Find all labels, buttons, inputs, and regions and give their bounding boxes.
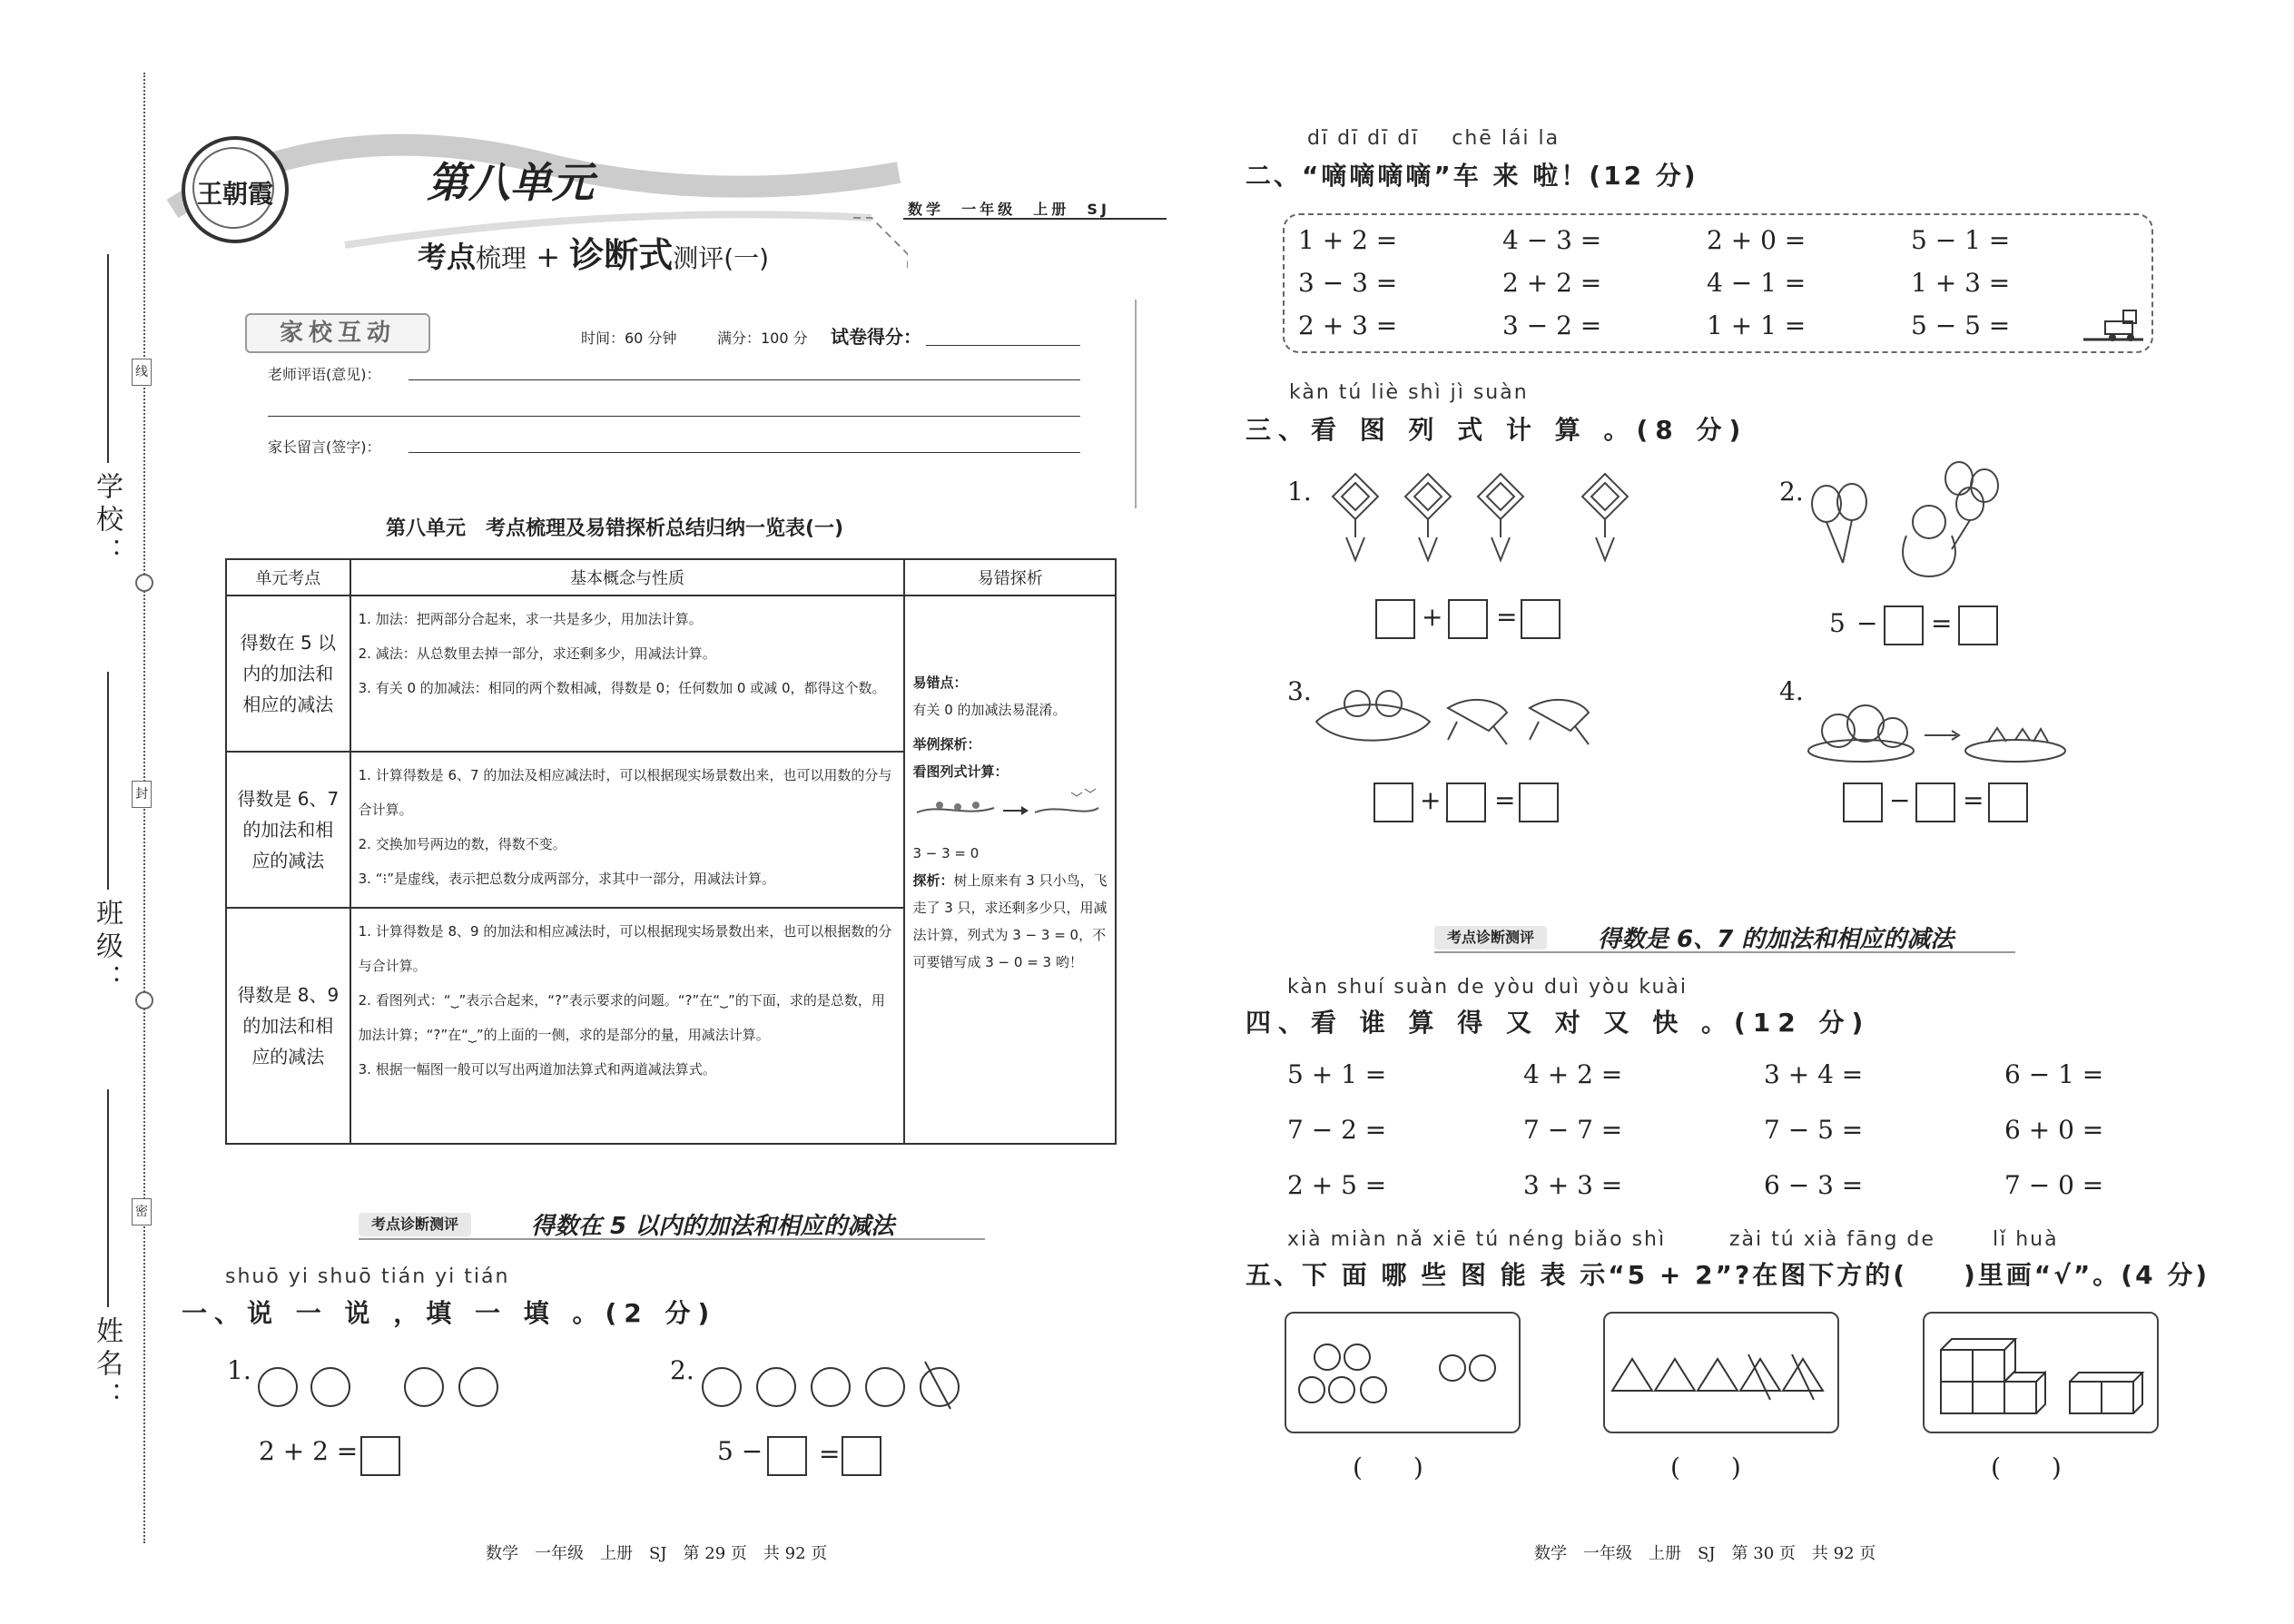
q4-title: 四、看 谁 算 得 又 对 又 快 。(12 分) xyxy=(1245,1008,1871,1038)
header-meta-line xyxy=(903,218,1167,220)
plus-sign: + xyxy=(1422,602,1443,632)
school-label: 学校： xyxy=(91,472,123,570)
q4-equation: 4 + 2 = xyxy=(1523,1059,1623,1089)
counting-circle xyxy=(756,1367,796,1407)
answer-box[interactable] xyxy=(1519,782,1559,822)
counting-circle xyxy=(865,1367,905,1407)
summary-title: 第八单元 考点梳理及易错探析总结归纳一览表(一) xyxy=(386,517,844,540)
q1-pinyin: shuō yi shuō xyxy=(225,1265,373,1288)
binding-dotted-line xyxy=(143,73,145,1543)
parent-comment-label: 家长留言(签字)： xyxy=(268,438,381,456)
q5-picture-triangles xyxy=(1603,1312,1839,1433)
answer-box[interactable] xyxy=(842,1436,881,1476)
banner-title: 得数是 6、7 的加法和相应的减法 xyxy=(1598,926,1954,953)
q2-equation: 2 + 2 = xyxy=(1502,268,1602,298)
banner-tag: 考点诊断测评 xyxy=(359,1213,471,1236)
q3-five: 5 xyxy=(1829,608,1846,638)
q5-picture-cubes xyxy=(1923,1312,2159,1433)
q4-equation: 7 − 2 = xyxy=(1287,1115,1387,1145)
counting-circle xyxy=(811,1367,851,1407)
answer-box[interactable] xyxy=(767,1436,807,1476)
concept-cell: 1. 计算得数是 6、7 的加法及相应减法时，可以根据现实场景数出来，也可以用数的分与合计算。 2. 交换加号两边的数，得数不变。 3. “⁝”是虚线，表示把总数分成两部分，求其中一部分，用减法计算。 xyxy=(350,752,905,908)
q4-equation: 7 − 5 = xyxy=(1764,1115,1864,1145)
plus-sign: + xyxy=(1420,785,1442,815)
page-subtitle: 考点梳理 + 诊断式测评(一) xyxy=(418,235,770,275)
q4-equation: 3 + 4 = xyxy=(1764,1059,1864,1089)
minus-sign: − xyxy=(1856,608,1878,638)
minus-sign: − xyxy=(1889,785,1911,815)
banner-tag: 考点诊断测评 xyxy=(1434,926,1547,950)
q5-pinyin: zài tú xià fāng de xyxy=(1729,1228,1935,1251)
header-meta: 数学 一年级 上册 SJ xyxy=(908,201,1110,218)
bird-branch-diagram xyxy=(912,785,1103,831)
teacher-comment-label: 老师评语(意见)： xyxy=(268,366,381,383)
q2-equation: 1 + 2 = xyxy=(1298,225,1398,255)
binding-hole-icon xyxy=(135,991,153,1009)
q3-pinyin: kàn tú liè shì jì suàn xyxy=(1289,381,1529,404)
counting-circle xyxy=(404,1367,444,1407)
circles-figure xyxy=(1286,1314,1519,1432)
teacher-comment-line[interactable] xyxy=(268,416,1080,417)
summary-table xyxy=(225,558,1117,1145)
q1-item1-number: 1. xyxy=(227,1355,251,1385)
error-analysis-cell: 易错点： 有关 0 的加减法易混淆。 举例探析： 看图列式计算： 3 − 3 = 0 探析：树上原来有 3 只小鸟，飞走了 3 只，求还剩多少只，用减法计算，列式为 3 − 3 = 0，不可要错写成 3 − 0 = 3 哟！ xyxy=(904,595,1116,1144)
name-label: 姓名： xyxy=(91,1316,123,1414)
answer-box[interactable] xyxy=(1521,599,1561,639)
chinese-knot-icons xyxy=(1314,465,1641,574)
q5-pinyin: xià miàn nǎ xiē tú néng biǎo shì xyxy=(1287,1228,1667,1251)
teacher-comment-line[interactable] xyxy=(409,379,1080,380)
topic-cell: 得数是 6、7 的加法和相应的减法 xyxy=(226,752,350,908)
q3-item-number: 3. xyxy=(1287,676,1312,706)
cubes-figure xyxy=(1925,1314,2157,1432)
fruit-plates-icon xyxy=(1807,685,2070,767)
q4-equation: 6 − 1 = xyxy=(2004,1059,2104,1089)
equals-sign: = xyxy=(1963,785,1984,815)
q5-answer-slot[interactable]: ( ) xyxy=(1670,1452,1741,1482)
home-school-badge: 家校互动 xyxy=(245,313,430,353)
q2-title: 二、“嘀嘀嘀嘀”车 来 啦！(12 分) xyxy=(1245,161,1698,191)
counting-circle xyxy=(702,1367,742,1407)
q4-equation: 7 − 7 = xyxy=(1523,1115,1623,1145)
class-underline xyxy=(107,672,109,890)
name-underline xyxy=(107,1089,109,1307)
answer-box[interactable] xyxy=(360,1436,400,1476)
q2-equation: 5 − 1 = xyxy=(1911,225,2011,255)
banner-title: 得数在 5 以内的加法和相应的减法 xyxy=(531,1213,895,1240)
q2-equation: 4 − 1 = xyxy=(1707,268,1807,298)
q2-equation: 4 − 3 = xyxy=(1502,225,1602,255)
q5-title: 五、下 面 哪 些 图 能 表 示“5 + 2”?在图下方的( )里画“√”。(4 分) xyxy=(1245,1260,2210,1290)
equals-sign: = xyxy=(819,1439,841,1469)
equals-sign: = xyxy=(1931,608,1953,638)
answer-box[interactable] xyxy=(1958,605,1998,645)
q1-pinyin: tián yi tián xyxy=(381,1265,510,1288)
decor-vertical-line xyxy=(1135,300,1137,508)
q2-equation: 5 − 5 = xyxy=(1911,310,2011,340)
q2-equation: 3 − 3 = xyxy=(1298,268,1398,298)
q4-equation: 7 − 0 = xyxy=(2004,1170,2104,1200)
q2-equation: 2 + 3 = xyxy=(1298,310,1398,340)
answer-box[interactable] xyxy=(1375,599,1415,639)
answer-box[interactable] xyxy=(1884,605,1924,645)
answer-box[interactable] xyxy=(1446,782,1486,822)
concept-cell: 1. 计算得数是 8、9 的加法和相应减法时，可以根据现实场景数出来，也可以根据数的分与合计算。 2. 看图列式：“⏟”表示合起来，“?”表示要求的问题。“?”在“⏟”的下面，求的是总数，用加法计算；“?”在“⏟”的上面的一侧，求的是部分的量，用减法计算。 3. 根据一幅图一般可以写出两道加法算式和两道减法算式。 xyxy=(350,908,905,1144)
logo-text: 王朝霞 xyxy=(196,179,273,209)
triangles-figure xyxy=(1605,1314,1837,1432)
counting-circle xyxy=(310,1367,350,1407)
counting-circle xyxy=(458,1367,498,1407)
page-footer-right: 数学 一年级 上册 SJ 第 30 页 共 92 页 xyxy=(1534,1544,1876,1563)
topic-cell: 得数在 5 以内的加法和相应的减法 xyxy=(226,595,350,752)
answer-box[interactable] xyxy=(1915,782,1955,822)
seal-tag-secret: 密 xyxy=(132,1198,152,1225)
topic-cell: 得数是 8、9 的加法和相应的减法 xyxy=(226,908,350,1144)
section-banner-2 xyxy=(1434,926,2015,953)
answer-box[interactable] xyxy=(1988,782,2028,822)
unit-title: 第八单元 xyxy=(427,158,594,207)
col-header-topic: 单元考点 xyxy=(226,559,350,595)
q2-pinyin: dī dī dī dī chē lái la xyxy=(1307,127,1561,150)
col-header-concept: 基本概念与性质 xyxy=(350,559,905,595)
car-icon xyxy=(2083,309,2147,354)
q3-title: 三、看 图 列 式 计 算 。(8 分) xyxy=(1245,415,1748,445)
q5-answer-slot[interactable]: ( ) xyxy=(1991,1452,2062,1482)
q4-equation: 5 + 1 = xyxy=(1287,1059,1387,1089)
answer-box[interactable] xyxy=(1448,599,1488,639)
parent-comment-line[interactable] xyxy=(409,452,1080,453)
exam-full-score: 满分：100 分 xyxy=(717,330,808,347)
q1-item1-equation: 2 + 2 = xyxy=(259,1436,359,1466)
seal-tag-seal: 封 xyxy=(132,781,152,808)
frogs-on-leaf-icon xyxy=(1312,672,1602,763)
q5-pinyin: lǐ huà xyxy=(1993,1228,2059,1251)
concept-cell: 1. 加法：把两部分合起来，求一共是多少，用加法计算。 2. 减法：从总数里去掉一部分，求还剩多少，用减法计算。 3. 有关 0 的加减法：相同的两个数相减，得数是 0；任何数加 0 或减 0，都得这个数。 xyxy=(350,595,905,752)
section-banner-1 xyxy=(359,1213,985,1240)
equals-sign: = xyxy=(1494,785,1516,815)
answer-box[interactable] xyxy=(1373,782,1413,822)
q1-item2-start: 5 − xyxy=(717,1436,763,1466)
crossed-circle xyxy=(920,1367,960,1407)
equals-sign: = xyxy=(1496,602,1518,632)
publisher-logo xyxy=(182,136,289,243)
q2-equation: 3 − 2 = xyxy=(1502,310,1602,340)
school-underline xyxy=(107,254,109,463)
balloon-girl-icon xyxy=(1807,458,2015,581)
exam-score-field[interactable] xyxy=(926,345,1080,346)
exam-score-label: 试卷得分： xyxy=(831,326,921,348)
q2-equation: 1 + 3 = xyxy=(1911,268,2011,298)
q4-pinyin: kàn shuí suàn de yòu duì yòu kuài xyxy=(1287,976,1688,999)
q1-item2-number: 2. xyxy=(670,1355,694,1385)
seal-tag-line: 线 xyxy=(132,359,152,386)
exam-time: 时间：60 分钟 xyxy=(581,330,677,347)
page-footer-left: 数学 一年级 上册 SJ 第 29 页 共 92 页 xyxy=(486,1544,828,1563)
counting-circle xyxy=(258,1367,298,1407)
q1-title: 一、说 一 说 ，填 一 填 。(2 分) xyxy=(182,1298,717,1328)
q4-equation: 6 + 0 = xyxy=(2004,1115,2104,1145)
q5-picture-circles xyxy=(1285,1312,1521,1433)
binding-hole-icon xyxy=(135,574,153,592)
q4-equation: 6 − 3 = xyxy=(1764,1170,1864,1200)
q4-equation: 3 + 3 = xyxy=(1523,1170,1623,1200)
q3-item-number: 2. xyxy=(1779,477,1804,507)
q3-item-number: 1. xyxy=(1287,477,1312,507)
q2-equation: 1 + 1 = xyxy=(1707,310,1807,340)
answer-box[interactable] xyxy=(1843,782,1883,822)
q2-equation: 2 + 0 = xyxy=(1707,225,1807,255)
col-header-error: 易错探析 xyxy=(904,559,1116,595)
q4-equation: 2 + 5 = xyxy=(1287,1170,1387,1200)
q3-item-number: 4. xyxy=(1779,676,1804,706)
q5-answer-slot[interactable]: ( ) xyxy=(1353,1452,1423,1482)
class-label: 班级： xyxy=(91,899,123,997)
